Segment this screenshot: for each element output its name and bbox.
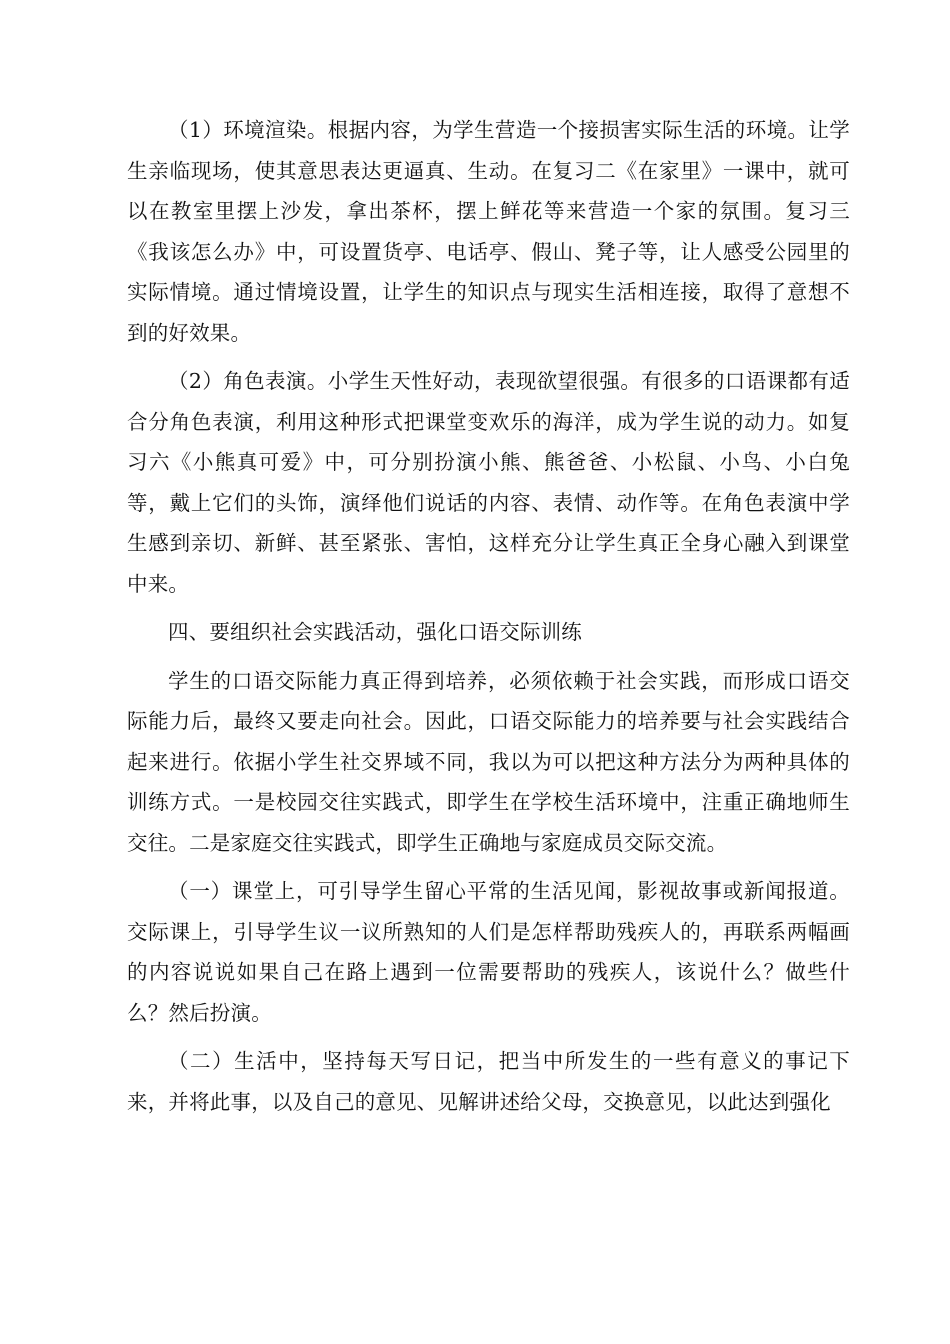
paragraph-daily-life: （二）生活中，坚持每天写日记，把当中所发生的一些有意义的事记下来，并将此事，以及自己的意见、见解讲述给父母，交换意见，以此达到强化 xyxy=(127,1049,850,1114)
paragraph-social-practice: 学生的口语交际能力真正得到培养，必须依赖于社会实践，而形成口语交际能力后，最终又要走向社会。因此，口语交际能力的培养要与社会实践结合起来进行。依据小学生社交界域不同，我以为可以把这种方法分为两种具体的训练方式。一是校园交往实践式，即学生在学校生活环境中，注重正确地师生交往。二是家庭交往实践式，即学生正确地与家庭成员交际交流。 xyxy=(127,668,850,855)
paragraph-classroom: （一）课堂上，可引导学生留心平常的生活见闻，影视故事或新闻报道。交际课上，引导学生议一议所熟知的人们是怎样帮助残疾人的，再联系两幅画的内容说说如果自己在路上遇到一位需要帮助的残疾人，该说什么？做些什么？然后扮演。 xyxy=(127,879,850,1025)
paragraph-environment-rendering: （1）环境渲染。根据内容，为学生营造一个接损害实际生活的环境。让学生亲临现场，使其意思表达更逼真、生动。在复习二《在家里》一课中，就可以在教室里摆上沙发，拿出茶杯，摆上鲜花等来营造一个家的氛围。复习三《我该怎么办》中，可设置货亭、电话亭、假山、凳子等，让人感受公园里的实际情境。通过情境设置，让学生的知识点与现实生活相连接，取得了意想不到的好效果。 xyxy=(127,118,850,345)
paragraph-role-play: （2）角色表演。小学生天性好动，表现欲望很强。有很多的口语课都有适合分角色表演，利用这种形式把课堂变欢乐的海洋，成为学生说的动力。如复习六《小熊真可爱》中，可分别扮演小熊、熊爸爸、小松鼠、小鸟、小白兔等，戴上它们的头饰，演绎他们说话的内容、表情、动作等。在角色表演中学生感到亲切、新鲜、甚至紧张、害怕，这样充分让学生真正全身心融入到课堂中来。 xyxy=(127,369,850,596)
document-body xyxy=(127,110,850,1130)
section-heading: 四、要组织社会实践活动，强化口语交际训练 xyxy=(168,620,582,644)
